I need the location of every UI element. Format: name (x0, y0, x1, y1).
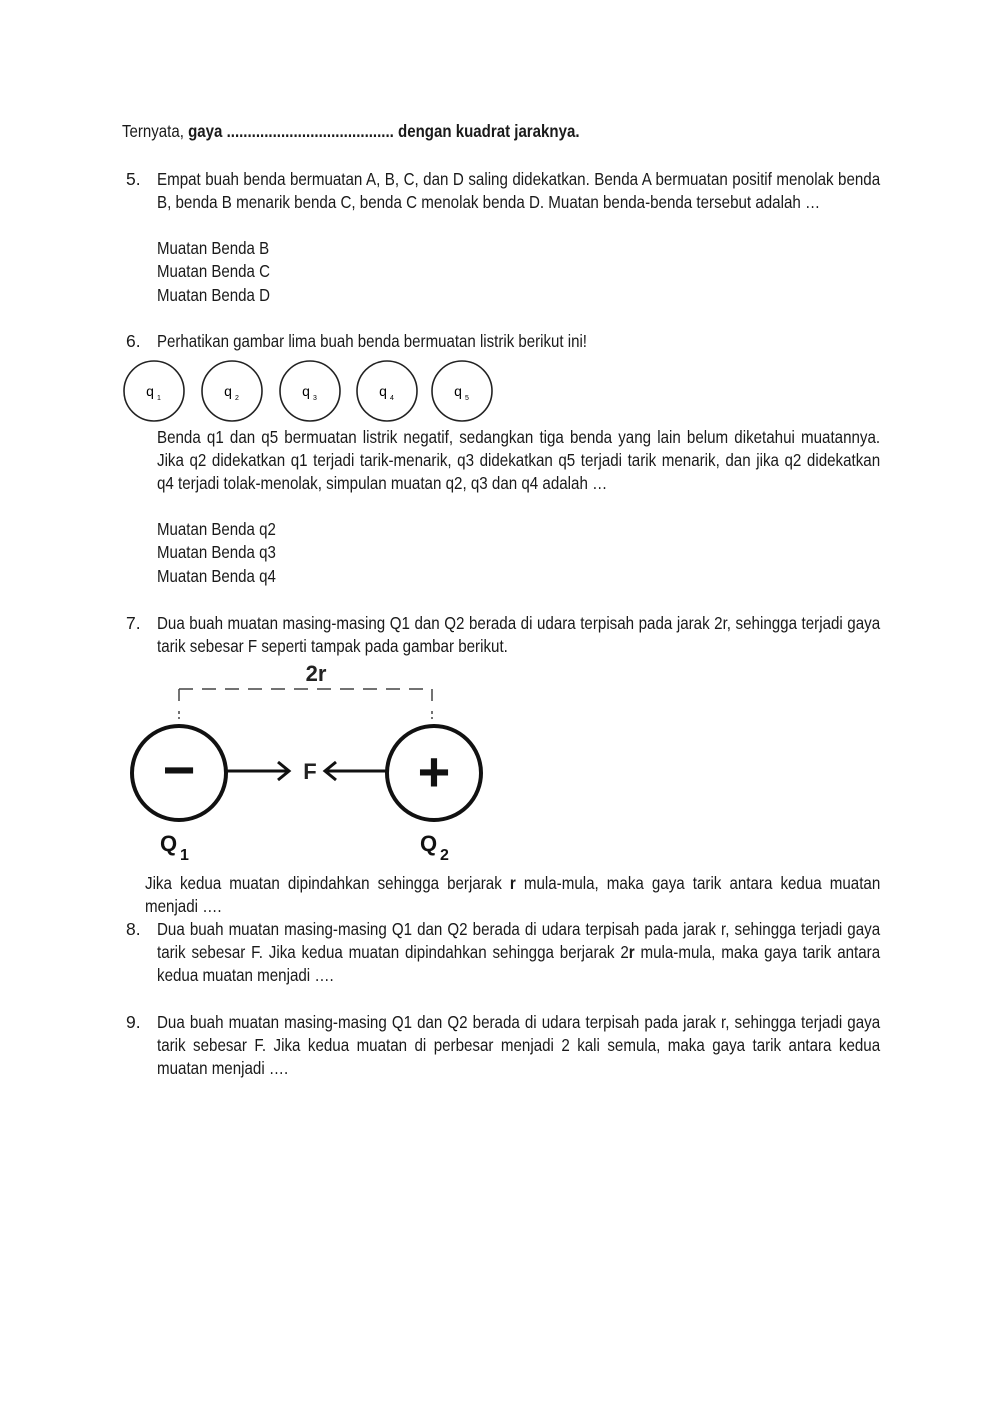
q7-followup-bold: r (509, 873, 516, 893)
q9-number: 9. (126, 1012, 141, 1032)
force-arrow-left (325, 762, 387, 780)
force-label: F (303, 759, 317, 784)
charge-q4-sub: 4 (390, 395, 394, 402)
q6-number: 6. (126, 331, 141, 351)
charge-q2-label: q (224, 383, 232, 399)
charge-q5 (432, 361, 492, 421)
q8-text-bold: r (628, 942, 635, 963)
q1-sign: − (162, 738, 196, 801)
charge-q5-sub: 5 (465, 395, 469, 402)
q7-followup-post: mula-mula, maka gaya tarik antara kedua muatan menjadi …. (145, 873, 881, 917)
q8-text (157, 918, 880, 988)
q6-answer-q4: Muatan Benda q4 (157, 566, 276, 586)
intro-prefix: Ternyata, (122, 121, 184, 141)
q8-number: 8. (126, 919, 141, 939)
charge-q1 (124, 361, 184, 421)
intro-line (122, 120, 580, 143)
q6-answer-q2: Muatan Benda q2 (157, 519, 276, 539)
q2-label: Q (420, 831, 438, 856)
charge-q3-sub: 3 (313, 395, 317, 402)
q7-followup-pre: Jika kedua muatan dipindahkan sehingga berjarak (145, 873, 502, 893)
q5-text: Empat buah benda bermuatan A, B, C, dan D saling didekatkan. Benda A bermuatan positif menolak benda B, benda B menarik benda C, benda C menolak benda D. Muatan benda-benda tersebut adalah … (157, 169, 881, 213)
charge-q3 (280, 361, 340, 421)
charge-q2 (202, 361, 262, 421)
charge-q4 (357, 361, 417, 421)
charge-q5-label: q (454, 383, 462, 399)
q6-charges-figure (0, 357, 1000, 427)
charge-q3-label: q (302, 383, 310, 399)
q2-sign: + (417, 740, 451, 803)
q7-coulomb-figure (0, 655, 1000, 865)
q7-followup (145, 872, 880, 918)
q7-number: 7. (126, 613, 141, 633)
intro-bold-text: gaya ........................................ dengan kuadrat jaraknya. (188, 121, 580, 141)
q1-label: Q (160, 831, 178, 856)
q8-text-post: mula-mula, maka gaya tarik antara kedua muatan menjadi …. (157, 942, 881, 986)
q5-number: 5. (126, 169, 141, 189)
charge-q4-label: q (379, 383, 387, 399)
q7-text: Dua buah muatan masing-masing Q1 dan Q2 berada di udara terpisah pada jarak 2r, sehingga terjadi gaya tarik sebesar F seperti tampak pada gambar berikut. (157, 613, 881, 657)
q8-text-pre: Dua buah muatan masing-masing Q1 dan Q2 berada di udara terpisah pada jarak r, sehingga terjadi gaya tarik sebesar F. Jika kedua muatan dipindahkan sehingga berjarak 2 (157, 919, 881, 963)
force-arrow-right (226, 762, 289, 780)
q6-answer-q3: Muatan Benda q3 (157, 542, 276, 562)
distance-label: 2r (305, 661, 327, 686)
q1-label-sub: 1 (180, 847, 189, 864)
q6-prompt: Perhatikan gambar lima buah benda bermuatan listrik berikut ini! (157, 331, 587, 351)
charge-q2-sub: 2 (235, 395, 239, 402)
q9-text: Dua buah muatan masing-masing Q1 dan Q2 berada di udara terpisah pada jarak r, sehingga terjadi gaya tarik sebesar F. Jika kedua muatan di perbesar menjadi 2 kali semula, maka gaya tarik antara kedua muatan menjadi …. (157, 1012, 881, 1079)
charge-q1-sub: 1 (157, 395, 161, 402)
q2-label-sub: 2 (440, 847, 449, 864)
charge-q1-label: q (146, 383, 154, 399)
q6-text: Benda q1 dan q5 bermuatan listrik negatif, sedangkan tiga benda yang lain belum diketahui muatannya. Jika q2 didekatkan q1 terjadi tarik-menarik, q3 didekatkan q5 terjadi tarik menarik, dan jika q2 didekatkan q4 terjadi tolak-menolak, simpulan muatan q2, q3 dan q4 adalah … (157, 427, 881, 494)
q5-answer-c: Muatan Benda C (157, 261, 270, 281)
q5-answer-d: Muatan Benda D (157, 285, 270, 305)
q5-answer-b: Muatan Benda B (157, 238, 270, 258)
distance-bracket (179, 689, 432, 719)
